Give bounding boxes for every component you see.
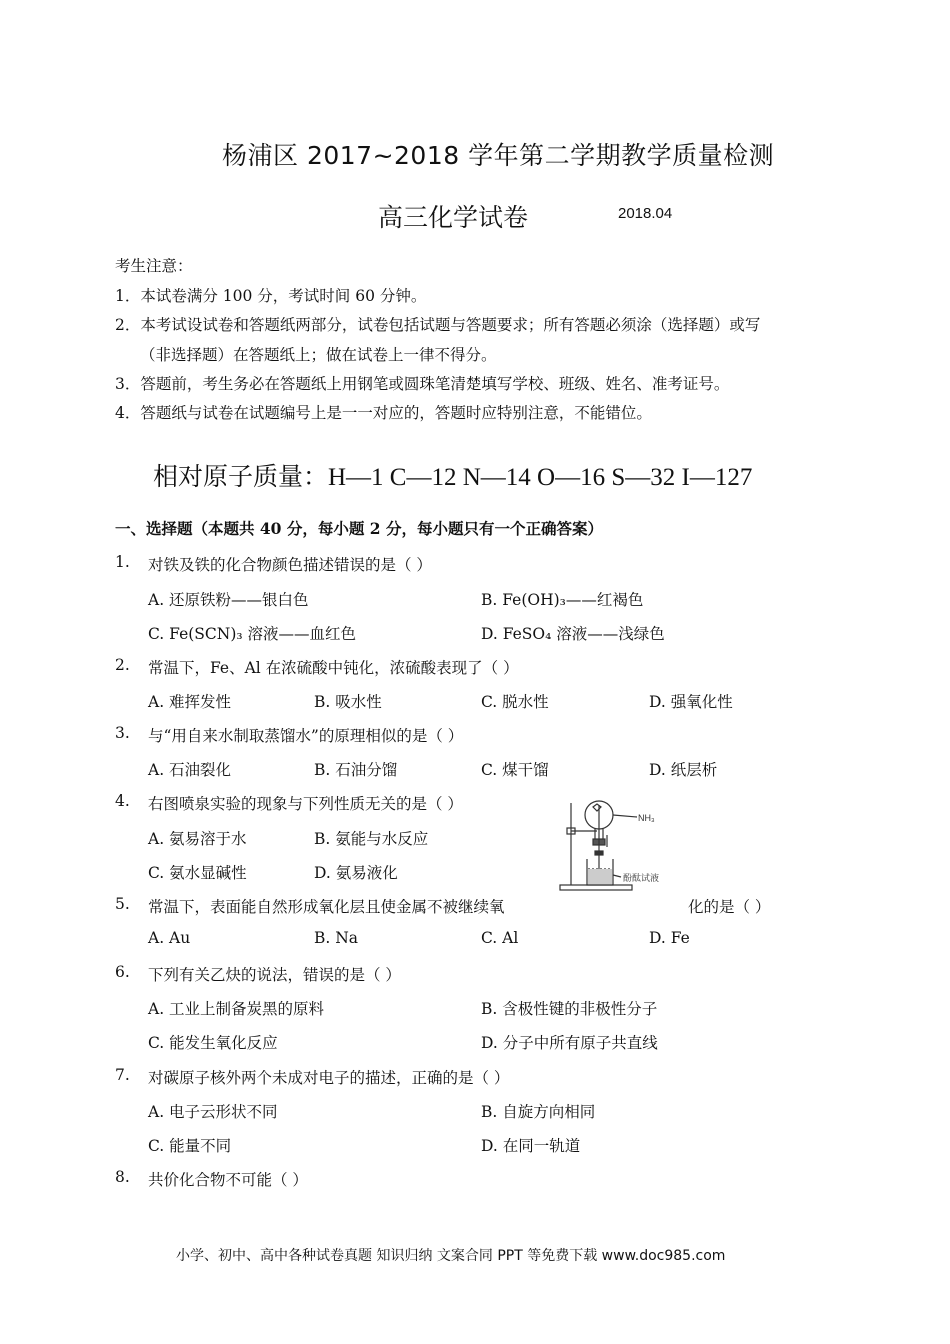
notice-heading: 考生注意： (115, 257, 193, 275)
exam-date: 2018.04 (618, 205, 673, 222)
option-a: A. 石油裂化 (148, 761, 232, 779)
option-d: D. Fe (649, 929, 690, 947)
option-b: B. 氨能与水反应 (314, 830, 429, 848)
option-b: B. Na (314, 929, 359, 947)
atomic-masses: 相对原子质量：H—1 C—12 N—14 O—16 S—32 I—127 (153, 464, 753, 491)
option-b: B. 含极性键的非极性分子 (481, 1000, 658, 1018)
option-c: C. Al (481, 929, 519, 947)
option-d: D. 强氧化性 (649, 693, 733, 711)
fountain-jet (593, 804, 601, 811)
phenolphthalein-solution (588, 869, 612, 884)
option-d: D. 氨易液化 (314, 864, 398, 882)
option-c: C. 煤干馏 (481, 761, 549, 779)
option-d: D. 在同一轨道 (481, 1137, 581, 1155)
question-stem: 常温下，Fe、Al 在浓硫酸中钝化，浓硫酸表现了（ ） (148, 659, 519, 677)
question-stem: 右图喷泉实验的现象与下列性质无关的是（ ） (148, 795, 463, 813)
question-number: 5. (115, 895, 130, 913)
label-leader-gas (613, 815, 637, 817)
question-number: 2. (115, 656, 130, 674)
notice-item: 3．答题前，考生务必在答题纸上用钢笔或圆珠笔清楚填写学校、班级、姓名、准考证号。 (115, 375, 730, 393)
question-stem: 对碳原子核外两个未成对电子的描述，正确的是（ ） (148, 1069, 510, 1087)
label-leader-liquid (613, 875, 621, 877)
fountain-experiment-figure (557, 795, 685, 893)
notice-item: 2．本考试设试卷和答题纸两部分，试卷包括试题与答题要求；所有答题必须涂（选择题）或写 (115, 316, 761, 334)
section-heading: 一、选择题（本题共 40 分，每小题 2 分，每小题只有一个正确答案） (115, 519, 603, 538)
option-b: B. Fe(OH)₃——红褐色 (481, 591, 644, 609)
question-stem: 与“用自来水制取蒸馏水”的原理相似的是（ ） (148, 727, 464, 745)
option-c: C. 能量不同 (148, 1137, 232, 1155)
question-number: 1. (115, 553, 130, 571)
question-stem-continued: 化的是（ ） (688, 898, 771, 916)
option-c: C. 脱水性 (481, 693, 549, 711)
question-number: 3. (115, 724, 130, 742)
option-a: A. Au (148, 929, 191, 947)
option-a: A. 氨易溶于水 (148, 830, 247, 848)
option-a: A. 工业上制备炭黑的原料 (148, 1000, 325, 1018)
option-d: D. 纸层析 (649, 761, 718, 779)
notice-item: （非选择题）在答题纸上；做在试卷上一律不得分。 (140, 346, 497, 364)
question-stem: 常温下，表面能自然形成氧化层且使金属不被继续氧 (148, 898, 505, 916)
label-liquid: 酚酞试液 (623, 874, 660, 884)
option-c: C. 能发生氧化反应 (148, 1034, 278, 1052)
option-b: B. 自旋方向相同 (481, 1103, 596, 1121)
option-a: A. 电子云形状不同 (148, 1103, 278, 1121)
option-d: D. FeSO₄ 溶液——浅绿色 (481, 625, 665, 643)
notice-item: 4．答题纸与试卷在试题编号上是一一对应的，答题时应特别注意，不能错位。 (115, 404, 652, 422)
page-subtitle: 高三化学试卷 (378, 203, 529, 232)
question-stem: 共价化合物不可能（ ） (148, 1171, 308, 1189)
option-b: B. 吸水性 (314, 693, 382, 711)
question-number: 7. (115, 1066, 130, 1084)
page-title: 杨浦区 2017~2018 学年第二学期教学质量检测 (222, 141, 775, 170)
question-stem: 对铁及铁的化合物颜色描述错误的是（ ） (148, 556, 432, 574)
question-stem: 下列有关乙炔的说法，错误的是（ ） (148, 966, 401, 984)
notice-item: 1．本试卷满分 100 分，考试时间 60 分钟。 (115, 287, 427, 305)
label-gas: NH₃ (638, 813, 655, 823)
option-a: A. 难挥发性 (148, 693, 232, 711)
option-c: C. 氨水显碱性 (148, 864, 247, 882)
pinch-clamp (595, 851, 603, 855)
option-a: A. 还原铁粉——银白色 (148, 591, 309, 609)
question-number: 4. (115, 792, 130, 810)
option-d: D. 分子中所有原子共直线 (481, 1034, 658, 1052)
option-b: B. 石油分馏 (314, 761, 398, 779)
question-number: 6. (115, 963, 130, 981)
stand-base (560, 885, 632, 890)
question-number: 8. (115, 1168, 130, 1186)
page-footer: 小学、初中、高中各种试卷真题 知识归纳 文案合同 PPT 等免费下载 www.doc985.com (176, 1248, 726, 1264)
option-c: C. Fe(SCN)₃ 溶液——血红色 (148, 625, 357, 643)
